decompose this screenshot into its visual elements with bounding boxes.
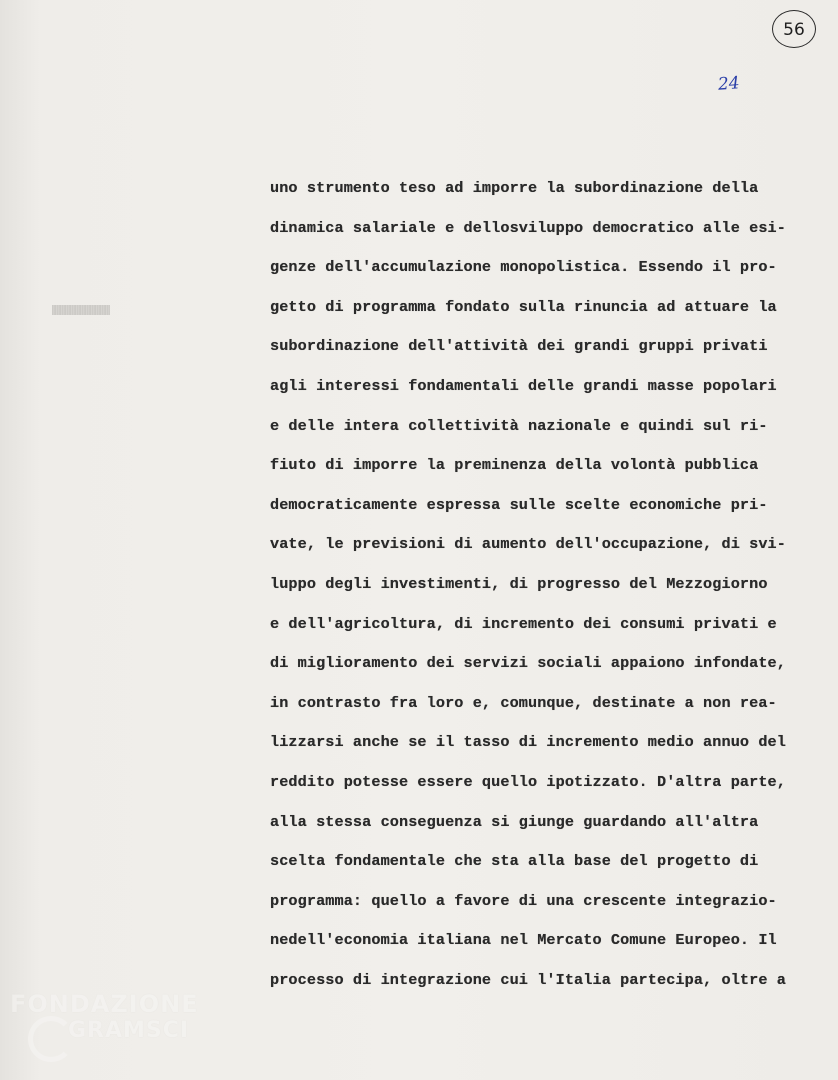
watermark-line-2: GRAMSCI (68, 1018, 190, 1043)
text-line: alla stessa conseguenza si giunge guardando all'altra (270, 812, 759, 831)
text-line: nedell'economia italiana nel Mercato Comune Europeo. Il (270, 931, 777, 950)
typed-body-text (270, 175, 838, 1006)
text-line: democraticamente espressa sulle scelte economiche pri- (270, 495, 768, 514)
text-line: in contrasto fra loro e, comunque, destinate a non rea- (270, 693, 777, 712)
handwritten-folio-number: 24 (717, 73, 741, 95)
text-line: fiuto di imporre la preminenza della volontà pubblica (270, 456, 759, 475)
text-line: luppo degli investimenti, di progresso del Mezzogiorno (270, 574, 768, 593)
text-line: uno strumento teso ad imporre la subordinazione della (270, 179, 759, 197)
text-line: e dell'agricoltura, di incremento dei consumi privati e (270, 614, 777, 633)
margin-mark (52, 305, 110, 315)
text-line: lizzarsi anche se il tasso di incremento medio annuo del (270, 733, 786, 752)
text-line: dinamica salariale e dellosviluppo democratico alle esi- (270, 218, 786, 237)
text-line: e delle intera collettività nazionale e quindi sul ri- (270, 416, 768, 435)
archive-watermark (10, 988, 220, 1073)
text-line: processo di integrazione cui l'Italia partecipa, oltre a (270, 970, 786, 989)
text-line: getto di programma fondato sulla rinuncia ad attuare la (270, 297, 777, 316)
watermark-line-1: FONDAZIONE (10, 990, 199, 1018)
text-line: vate, le previsioni di aumento dell'occupazione, di svi- (270, 535, 786, 554)
text-line: reddito potesse essere quello ipotizzato. D'altra parte, (270, 772, 786, 791)
text-line: subordinazione dell'attività dei grandi gruppi privati (270, 337, 768, 356)
text-line: scelta fondamentale che sta alla base del progetto di (270, 852, 759, 871)
text-line: agli interessi fondamentali delle grandi masse popolari (270, 376, 777, 395)
text-line: programma: quello a favore di una crescente integrazio- (270, 891, 777, 910)
page-number-stamp: 56 (772, 10, 816, 48)
text-line: genze dell'accumulazione monopolistica. Essendo il pro- (270, 258, 777, 277)
text-line: di miglioramento dei servizi sociali appaiono infondate, (270, 654, 786, 673)
